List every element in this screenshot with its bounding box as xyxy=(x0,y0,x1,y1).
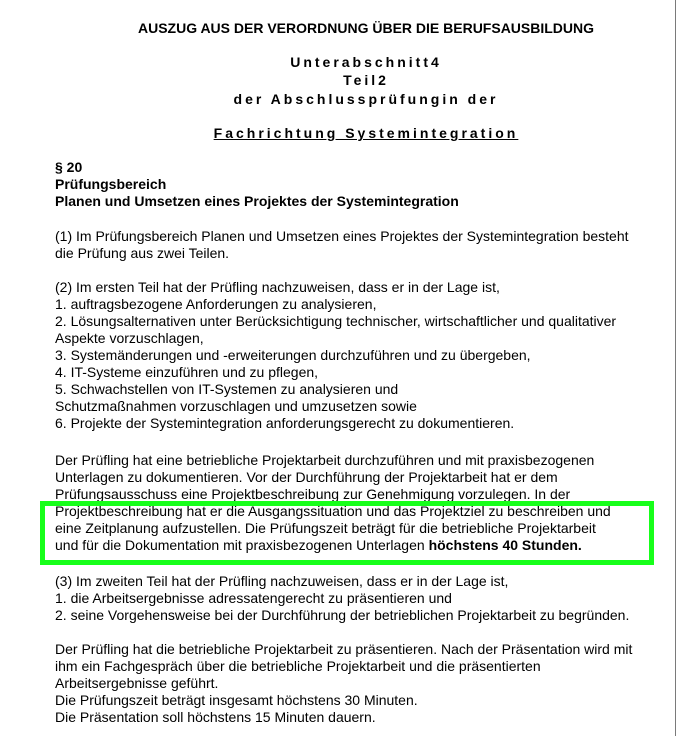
paragraph-5 xyxy=(55,641,675,726)
exam-area: Prüfungsbereich xyxy=(55,176,167,192)
highlight-box xyxy=(40,501,654,565)
text-line: (2) Im ersten Teil hat der Prüfling nachzuweisen, dass er in der Lage ist, xyxy=(55,279,500,295)
list-item: 1. auftragsbezogene Anforderungen zu analysieren, xyxy=(55,296,377,312)
emphasis-duration: höchstens 40 Stunden. xyxy=(428,537,582,553)
text-line: eine Zeitplanung aufzustellen. Die Prüfungszeit beträgt für die betriebliche Projektarbeit xyxy=(55,520,596,536)
paragraph-1 xyxy=(55,228,675,262)
section-number: § 20 xyxy=(55,159,83,175)
text-line: Der Prüfling hat die betriebliche Projektarbeit zu präsentieren. Nach der Präsentation wird mit xyxy=(55,641,633,657)
exam-topic: Planen und Umsetzen eines Projektes der Systemintegration xyxy=(55,193,459,209)
exam-label: der Abschlussprüfungin der xyxy=(233,91,499,107)
list-item: 2. Lösungsalternativen unter Berücksichtigung technischer, wirtschaftlicher und qualitativer xyxy=(55,313,617,329)
text-line: Die Präsentation soll höchstens 15 Minuten dauern. xyxy=(55,709,376,725)
list-item: Schutzmaßnahmen vorzuschlagen und umzusetzen sowie xyxy=(55,398,417,414)
text-line: Projektbeschreibung hat er die Ausgangssituation und das Projektziel zu beschreiben und xyxy=(55,503,611,519)
list-item: 6. Projekte der Systemintegration anforderungsgerecht zu dokumentieren. xyxy=(55,415,515,431)
section-heading xyxy=(55,159,459,210)
text-line: Arbeitsergebnisse geführt. xyxy=(55,675,219,691)
paragraph-4 xyxy=(55,573,675,624)
text-line: (3) Im zweiten Teil hat der Prüfling nachzuweisen, dass er in der Lage ist, xyxy=(55,573,509,589)
paragraph-2 xyxy=(55,279,675,432)
document-title: AUSZUG AUS DER VERORDNUNG ÜBER DIE BERUFSAUSBILDUNG xyxy=(137,20,595,36)
text-line: Prüfungsausschuss eine Projektbeschreibung zur Genehmigung vorzulegen. In der xyxy=(55,486,571,502)
part-label: Teil2 xyxy=(343,72,389,88)
text-line: (1) Im Prüfungsbereich Planen und Umsetzen eines Projektes der Systemintegration besteht xyxy=(55,228,629,244)
text-line: ihm ein Fachgespräch über die betriebliche Projektarbeit und die präsentierten xyxy=(55,658,541,674)
text-line: Der Prüfling hat eine betriebliche Projektarbeit durchzuführen und mit praxisbezogenen xyxy=(55,452,595,468)
page-edge-line xyxy=(675,0,676,736)
text-fragment: und für die Dokumentation mit praxisbezogenen Unterlagen xyxy=(55,537,429,553)
text-line: die Prüfung aus zwei Teilen. xyxy=(55,245,230,261)
specialization-label: Fachrichtung Systemintegration xyxy=(213,125,519,141)
subsection-label: Unterabschnitt4 xyxy=(290,54,442,70)
list-item: Aspekte vorzuschlagen, xyxy=(55,330,204,346)
list-item: 2. seine Vorgehensweise bei der Durchführung der betrieblichen Projektarbeit zu begründen. xyxy=(55,607,630,623)
list-item: 4. IT-Systeme einzuführen und zu pflegen, xyxy=(55,364,319,380)
list-item: 5. Schwachstellen von IT-Systemen zu analysieren und xyxy=(55,381,399,397)
list-item: 1. die Arbeitsergebnisse adressatengerecht zu präsentieren und xyxy=(55,590,452,606)
text-line: Unterlagen zu dokumentieren. Vor der Durchführung der Projektarbeit hat er dem xyxy=(55,469,558,485)
list-item: 3. Systemänderungen und -erweiterungen durchzuführen und zu übergeben, xyxy=(55,347,531,363)
text-line: Die Prüfungszeit beträgt insgesamt höchstens 30 Minuten. xyxy=(55,692,418,708)
